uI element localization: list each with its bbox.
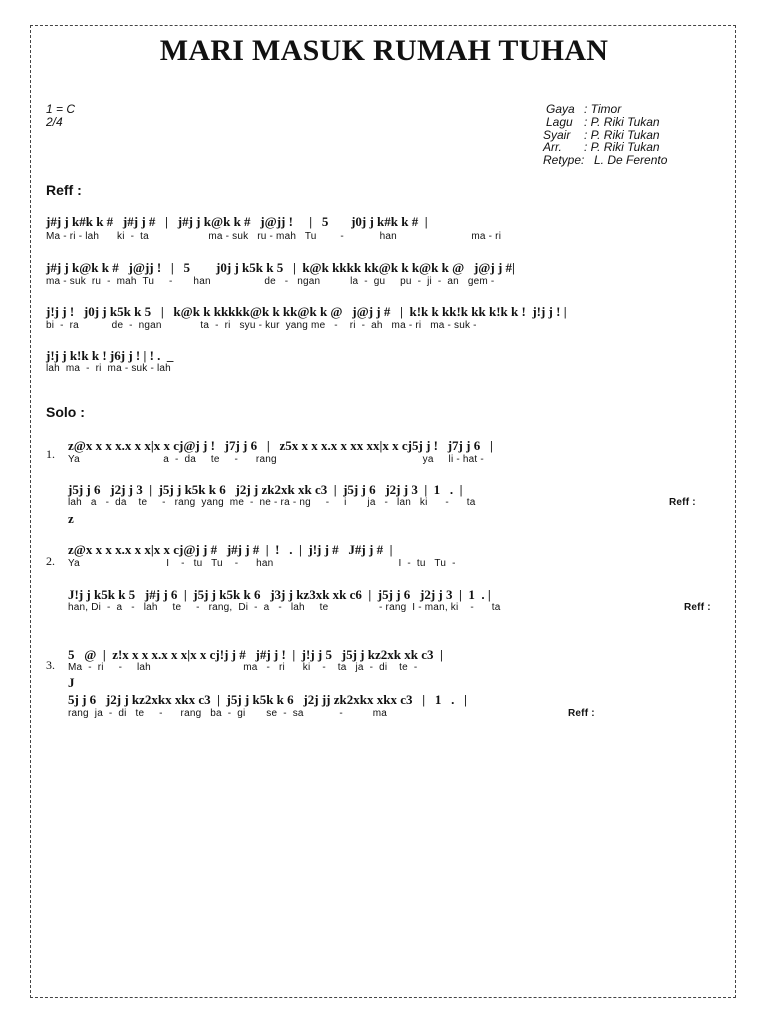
credit-value-syair: : P. Riki Tukan bbox=[584, 128, 660, 142]
solo-heading: Solo : bbox=[46, 404, 85, 420]
verse2-notes-line-1: z@x x x x.x x x|x x cj@j j # j#j j # | ! . | j!j j # J#j j # | bbox=[68, 542, 393, 557]
verse1-lyrics-line-1: Ya a - da te - rang ya li - hat - bbox=[68, 454, 484, 465]
verse2-lyrics-line-2: han, Di - a - lah te - rang, Di - a - lah te - rang I - man, ki - ta bbox=[68, 602, 501, 613]
verse3-notes-line-3: 5j j 6 j2j j kz2xkx xkx c3 | j5j j k5k k 6 j2j jj zk2xkx xkx c3 | 1 . | bbox=[68, 692, 467, 707]
reff-notes-line-3: j!j j ! j0j j k5k k 5 | k@k k kkkkk@k k kk@k k @ j@j j # | k!k k kk!k kk k!k k ! j!j j ! | bbox=[46, 304, 567, 319]
verse2-reff-marker: Reff : bbox=[684, 602, 711, 613]
reff-heading: Reff : bbox=[46, 182, 82, 198]
song-title: MARI MASUK RUMAH TUHAN bbox=[159, 34, 609, 67]
verse1-lyrics-line-2: lah a - da te - rang yang me - ne - ra - ng - i ja - lan ki - ta bbox=[68, 497, 476, 508]
time-signature: 2/4 bbox=[46, 115, 63, 129]
verse3-lyrics-line-1: Ma - ri - lah ma - ri ki - ta ja - di te - bbox=[68, 662, 418, 673]
verse1-reff-marker: Reff : bbox=[669, 497, 696, 508]
verse3-notes-line-1: 5 @ | z!x x x x.x x x|x x cj!j j # j#j j ! | j!j j 5 j5j j kz2xk xk c3 | bbox=[68, 647, 443, 662]
reff-notes-line-2: j#j j k@k k # j@jj ! | 5 j0j j k5k k 5 | k@k kkkk kk@k k k@k k @ j@j j #| bbox=[46, 260, 515, 275]
verse3-lyrics-line-3: rang ja - di te - rang ba - gi se - sa - ma bbox=[68, 708, 388, 719]
verse3-notes-line-2: J bbox=[68, 675, 75, 690]
credit-label-arr: Arr. bbox=[543, 140, 562, 154]
credit-label-syair: Syair bbox=[543, 128, 571, 142]
credit-label-gaya: Gaya bbox=[546, 102, 575, 116]
credit-value-retype: L. De Ferento bbox=[594, 153, 668, 167]
credit-value-gaya: : Timor bbox=[584, 102, 622, 116]
verse-number-3: 3. bbox=[46, 658, 55, 672]
reff-lyrics-line-4: lah ma - ri ma - suk - lah bbox=[46, 363, 171, 374]
reff-lyrics-line-2: ma - suk ru - mah Tu - han de - ngan la - gu pu - ji - an gem - bbox=[46, 276, 495, 287]
credit-value-arr: : P. Riki Tukan bbox=[584, 140, 660, 154]
verse2-lyrics-line-1: Ya I - tu Tu - han I - tu Tu - bbox=[68, 558, 456, 569]
verse1-notes-line-3: z bbox=[68, 511, 74, 526]
credit-label-lagu: Lagu bbox=[546, 115, 573, 129]
verse-number-1: 1. bbox=[46, 447, 55, 461]
reff-lyrics-line-3: bi - ra de - ngan ta - ri syu - kur yang me - ri - ah ma - ri ma - suk - bbox=[46, 320, 477, 331]
reff-notes-line-4: j!j j k!k k ! j6j j ! | ! . _ bbox=[46, 348, 174, 363]
key-signature: 1 = C bbox=[46, 102, 76, 116]
verse3-reff-marker: Reff : bbox=[568, 708, 595, 719]
credit-label-retype: Retype: bbox=[543, 153, 585, 167]
verse1-notes-line-2: j5j j 6 j2j j 3 | j5j j k5k k 6 j2j j zk2xk xk c3 | j5j j 6 j2j j 3 | 1 . | bbox=[68, 482, 463, 497]
verse-number-2: 2. bbox=[46, 554, 55, 568]
verse2-notes-line-2: J!j j k5k k 5 j#j j 6 | j5j j k5k k 6 j3j j kz3xk xk c6 | j5j j 6 j2j j 3 | 1 . | bbox=[68, 587, 491, 602]
verse1-notes-line-1: z@x x x x.x x x|x x cj@j j ! j7j j 6 | z5x x x x.x x xx xx|x x cj5j j ! j7j j 6 | bbox=[68, 438, 493, 453]
reff-lyrics-line-1: Ma - ri - lah ki - ta ma - suk ru - mah Tu - han ma - ri bbox=[46, 231, 502, 242]
page-border bbox=[30, 25, 736, 998]
reff-notes-line-1: j#j j k#k k # j#j j # | j#j j k@k k # j@jj ! | 5 j0j j k#k k # | bbox=[46, 214, 428, 229]
credit-value-lagu: : P. Riki Tukan bbox=[584, 115, 660, 129]
